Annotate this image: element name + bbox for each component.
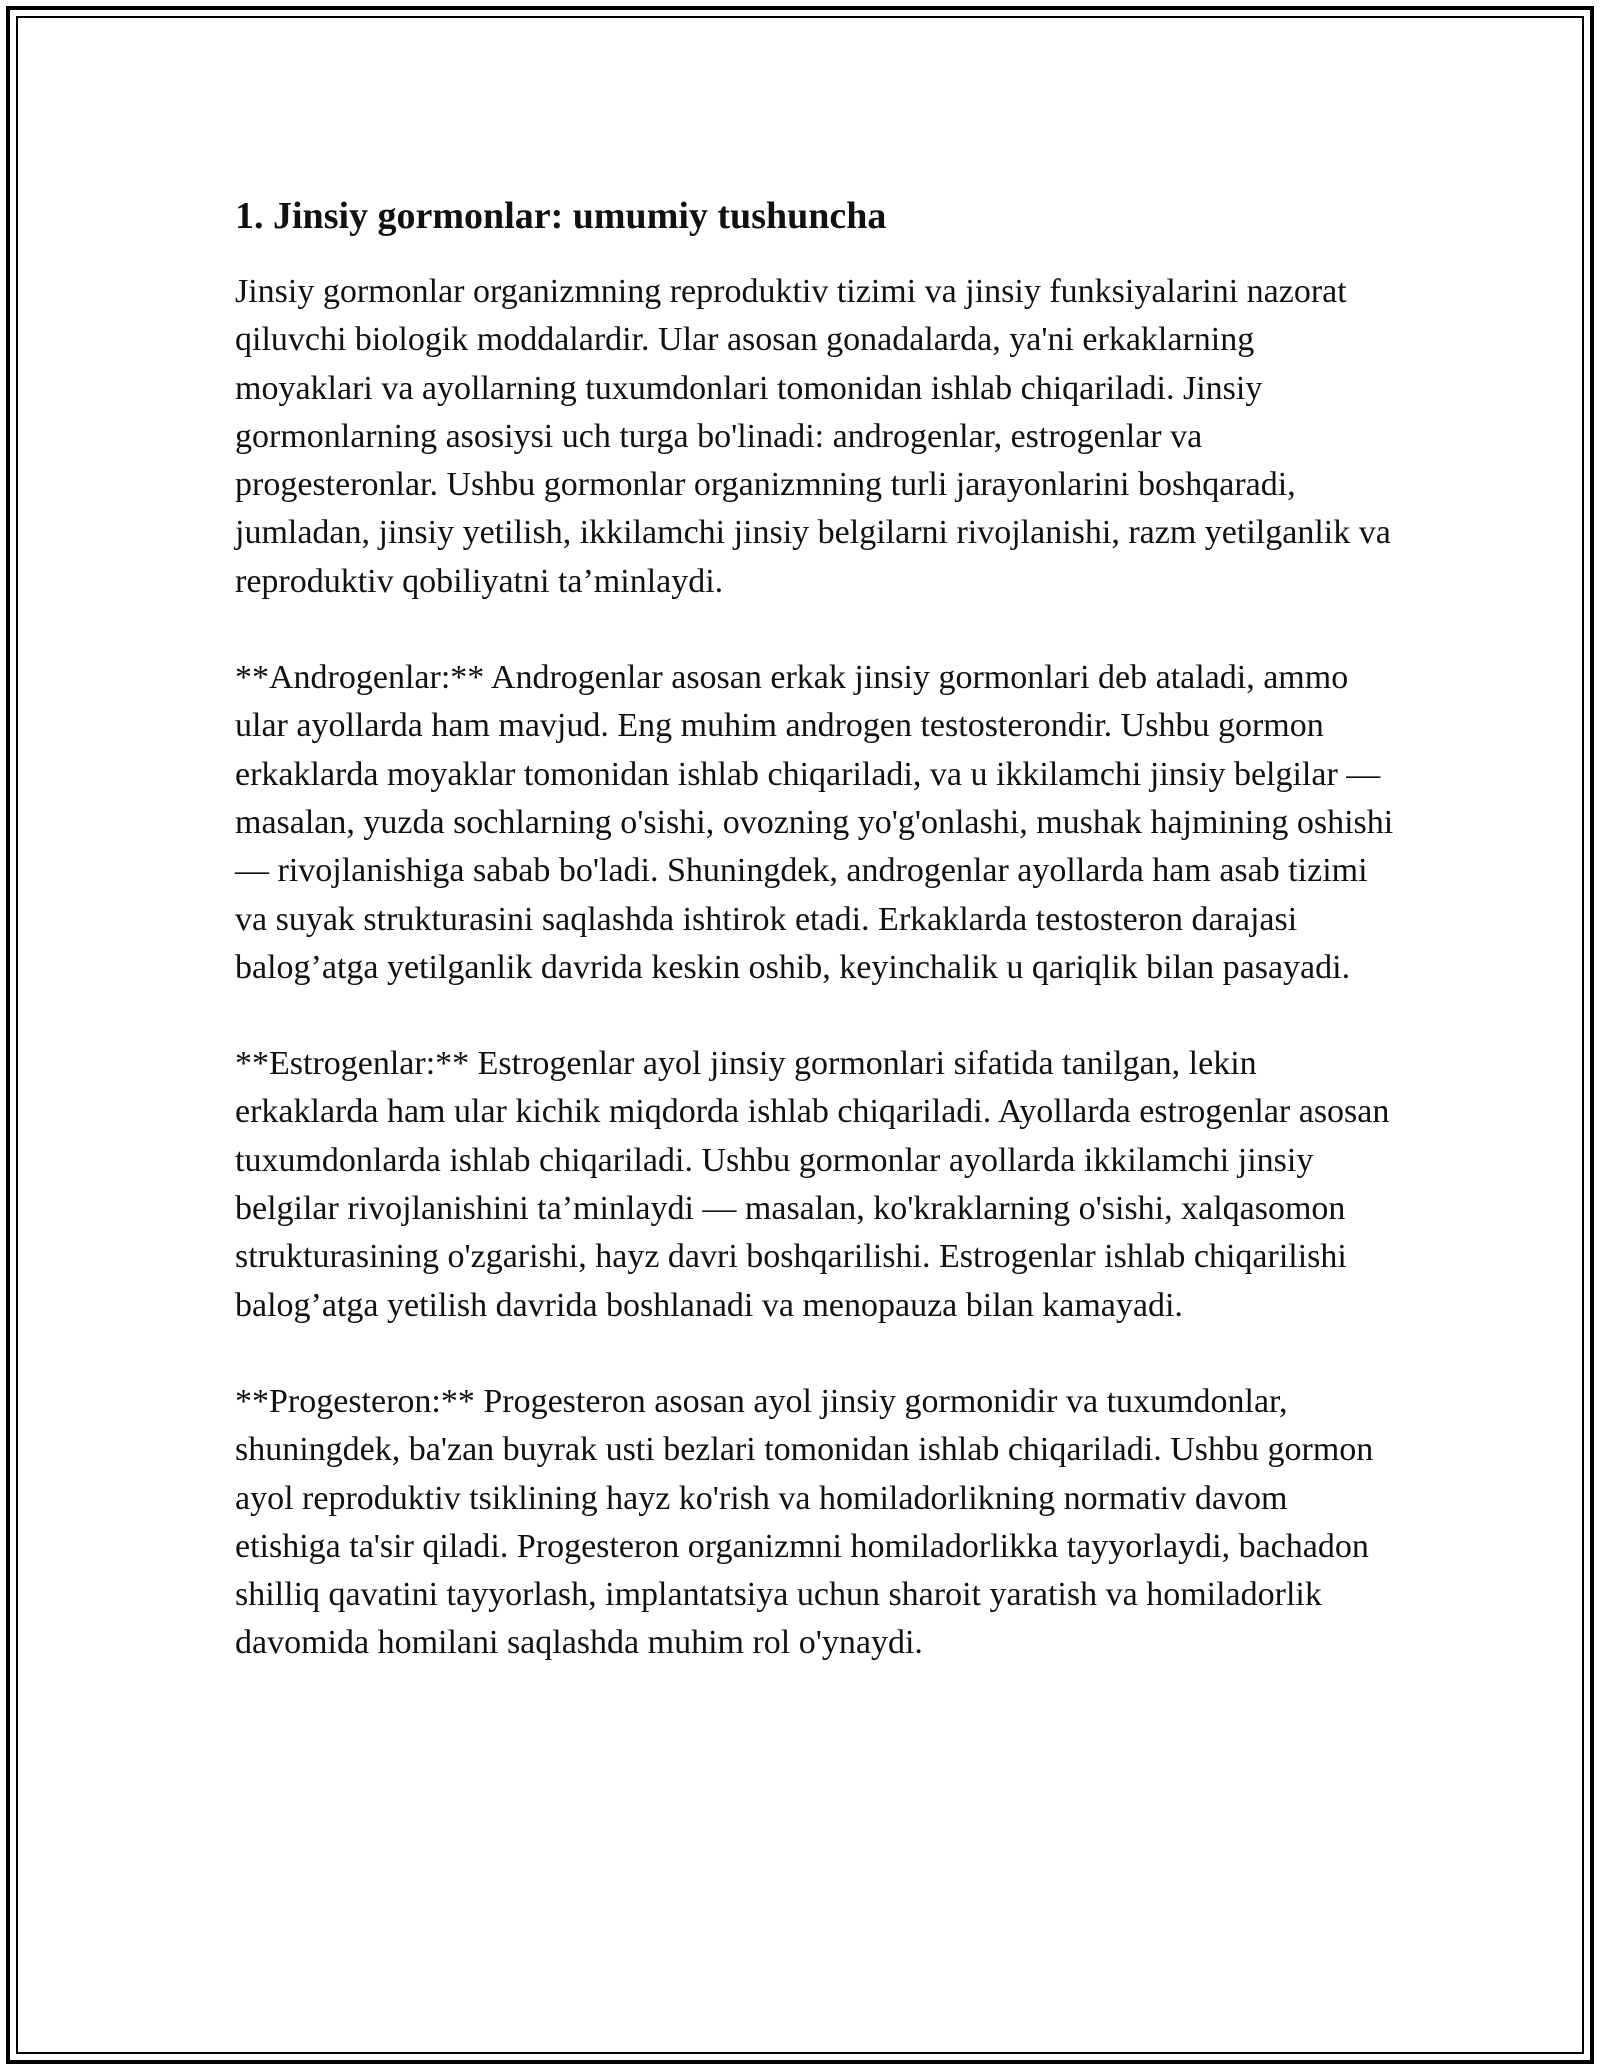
intro-paragraph: Jinsiy gormonlar organizmning reproduktiv tizimi va jinsiy funksiyalarini nazorat qiluvchi biologik moddalardir. Ular asosan gonadalarda, ya'ni erkaklarning moyaklari va ayollarning tuxumdonlari tomonidan ishlab chiqariladi. Jinsiy gormonlarning asosiysi uch turga bo'linadi: androgenlar, estrogenlar va progesteronlar. Ushbu gormonlar organizmning turli jarayonlarini boshqaradi, jumladan, jinsiy yetilish, ikkilamchi jinsiy belgilarni rivojlanishi, razm yetilganlik va reproduktiv qobiliyatni ta’minlaydi.	[235, 273, 1391, 600]
estrogens-paragraph: **Estrogenlar:** Estrogenlar ayol jinsiy gormonlari sifatida tanilgan, lekin erkaklarda ham ular kichik miqdorda ishlab chiqariladi. Ayollarda estrogenlar asosan tuxumdonlarda ishlab chiqariladi. Ushbu gormonlar ayollarda ikkilamchi jinsiy belgilar rivojlanishini ta’minlaydi — masalan, ko'kraklarning o'sishi, xalqasomon strukturasining o'zgarishi, hayz davri boshqarilishi. Estrogenlar ishlab chiqarilishi balog’atga yetilish davrida boshlanadi va menopauza bilan kamayadi.	[235, 1045, 1390, 1324]
section-heading: 1. Jinsiy gormonlar: umumiy tushuncha	[235, 195, 887, 237]
progesterone-paragraph: **Progesteron:** Progesteron asosan ayol jinsiy gormonidir va tuxumdonlar, shuningdek, ba'zan buyrak usti bezlari tomonidan ishlab chiqariladi. Ushbu gormon ayol reproduktiv tsiklining hayz ko'rish va homiladorlikning normativ davom etishiga ta'sir qiladi. Progesteron organizmni homiladorlikka tayyorlaydi, bachadon shilliq qavatini tayyorlash, implantatsiya uchun sharoit yaratish va homiladorlik davomida homilani saqlashda muhim rol o'ynaydi.	[235, 1382, 1374, 1662]
document-body	[235, 188, 1395, 1668]
androgens-paragraph: **Androgenlar:** Androgenlar asosan erkak jinsiy gormonlari deb ataladi, ammo ular ayollarda ham mavjud. Eng muhim androgen testosterondir. Ushbu gormon erkaklarda moyaklar tomonidan ishlab chiqariladi, va u ikkilamchi jinsiy belgilar — masalan, yuzda sochlarning o'sishi, ovozning yo'g'onlashi, mushak hajmining oshishi — rivojlanishiga sabab bo'ladi. Shuningdek, androgenlar ayollarda ham asab tizimi va suyak strukturasini saqlashda ishtirok etadi. Erkaklarda testosteron darajasi balog’atga yetilganlik davrida keskin oshib, keyinchalik u qariqlik bilan pasayadi.	[235, 659, 1394, 986]
